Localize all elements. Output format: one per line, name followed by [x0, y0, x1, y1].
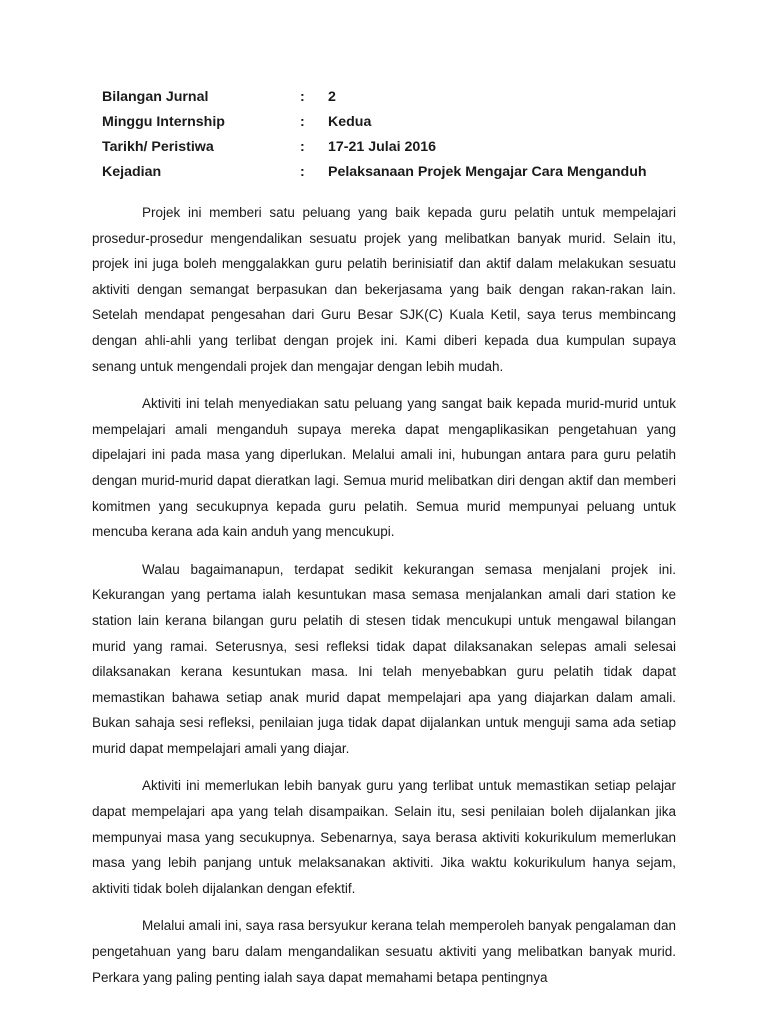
header-row-event: [92, 159, 676, 184]
paragraph: Aktiviti ini memerlukan lebih banyak guru yang terlibat untuk memastikan setiap pelajar dapat mempelajari apa yang telah disampaikan. Selain itu, sesi penilaian boleh dijalankan jika mempunyai masa yang secukupnya. Sebenarnya, saya berasa aktiviti kokurikulum memerlukan masa yang lebih panjang untuk melaksanakan aktiviti. Jika waktu kokurikulum hanya sejam, aktiviti tidak boleh dijalankan dengan efektif.: [92, 778, 676, 896]
header-value: 17-21 Julai 2016: [328, 138, 437, 155]
header-row-journal-number: [92, 84, 676, 109]
header-separator: :: [300, 138, 305, 155]
header-label: Bilangan Jurnal: [102, 88, 209, 105]
header-value: 2: [328, 88, 336, 105]
header-value: Kedua: [328, 113, 372, 130]
journal-body: [92, 200, 676, 990]
header-label: Tarikh/ Peristiwa: [102, 138, 214, 155]
journal-header: [92, 84, 676, 184]
paragraph: Aktiviti ini telah menyediakan satu peluang yang sangat baik kepada murid-murid untuk mempelajari amali menganduh supaya mereka dapat mengaplikasikan pengetahuan yang dipelajari ini pada masa yang diperlukan. Melalui amali ini, hubungan antara para guru pelatih dengan murid-murid dapat dieratkan lagi. Semua murid melibatkan diri dengan aktif dan memberi komitmen yang secukupnya kepada guru pelatih. Semua murid mempunyai peluang untuk mencuba kerana ada kain anduh yang mencukupi.: [92, 396, 676, 540]
paragraph: Projek ini memberi satu peluang yang baik kepada guru pelatih untuk mempelajari prosedur-prosedur mengendalikan sesuatu projek yang melibatkan banyak murid. Selain itu, projek ini juga boleh menggalakkan guru pelatih berinisiatif dan aktif dalam melakukan sesuatu aktiviti dengan semangat berpasukan dan bekerjasama yang baik dengan rakan-rakan lain. Setelah mendapat pengesahan dari Guru Besar SJK(C) Kuala Ketil, saya terus membincang dengan ahli-ahli yang terlibat dengan projek ini. Kami diberi kepada dua kumpulan supaya senang untuk mengendali projek dan mengajar dengan lebih mudah.: [92, 205, 676, 374]
header-value: Pelaksanaan Projek Mengajar Cara Menganduh: [328, 163, 647, 180]
header-separator: :: [300, 88, 305, 105]
header-row-date: [92, 134, 676, 159]
document-page: [92, 84, 676, 1002]
paragraph: Melalui amali ini, saya rasa bersyukur kerana telah memperoleh banyak pengalaman dan pengetahuan yang baru dalam mengandalikan sesuatu aktiviti yang melibatkan banyak murid. Perkara yang paling penting ialah saya dapat memahami betapa pentingnya: [92, 918, 676, 985]
paragraph: Walau bagaimanapun, terdapat sedikit kekurangan semasa menjalani projek ini. Kekurangan yang pertama ialah kesuntukan masa semasa menjalankan amali dari station ke station lain kerana bilangan guru pelatih di stesen tidak mencukupi untuk mengawal bilangan murid yang ramai. Seterusnya, sesi refleksi tidak dapat dilaksanakan selepas amali selesai dilaksanakan kerana kesuntukan masa. Ini telah menyebabkan guru pelatih tidak dapat memastikan bahawa setiap anak murid dapat mempelajari apa yang diajarkan dalam amali. Bukan sahaja sesi refleksi, penilaian juga tidak dapat dijalankan untuk menguji sama ada setiap murid dapat mempelajari amali yang diajar.: [92, 561, 676, 756]
header-row-internship-week: [92, 109, 676, 134]
header-separator: :: [300, 113, 305, 130]
header-separator: :: [300, 163, 305, 180]
header-label: Kejadian: [102, 163, 162, 180]
header-label: Minggu Internship: [102, 113, 225, 130]
